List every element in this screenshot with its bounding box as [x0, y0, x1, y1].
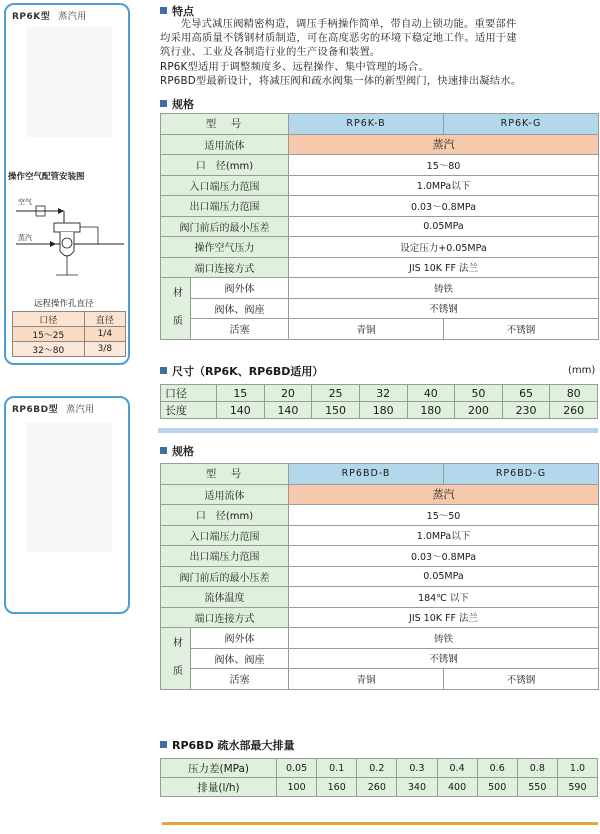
spec2-model-b: RP6BD-B [289, 464, 444, 485]
section-divider [158, 428, 598, 433]
spec1-material-label: 材 质 [161, 278, 191, 340]
spec1-model-b: RP6K-B [289, 114, 444, 135]
spec2-row-value: 0.03～0.8MPa [289, 546, 599, 567]
drain-cell: 0.05 [277, 759, 317, 778]
spec1-fluid-value: 蒸汽 [289, 134, 599, 155]
rp6bd-medium-label: 蒸汽用 [66, 405, 95, 415]
square-bullet-icon [160, 447, 167, 454]
table-row [161, 216, 599, 237]
spec2-model-g: RP6BD-G [444, 464, 599, 485]
spec1-model-label: 型 号 [161, 114, 289, 135]
table-row [161, 607, 599, 628]
rp6bd-product-card [4, 396, 130, 614]
spec2-heading-text: 规格 [172, 445, 194, 458]
dims-cell: 80 [550, 385, 598, 402]
table-row [161, 546, 599, 567]
table-row [161, 525, 599, 546]
drain-row-label: 压力差(MPa) [161, 759, 277, 778]
left-column [0, 0, 140, 834]
table-row [161, 385, 598, 402]
spec1-heading [160, 96, 194, 112]
dimensions-heading [160, 363, 323, 379]
dims-cell: 180 [407, 402, 455, 419]
remote-cell: 15～25 [13, 327, 85, 342]
table-row [161, 402, 598, 419]
remote-cell: 3/8 [84, 342, 125, 357]
table-row [161, 778, 598, 797]
features-line: RP6BD型最新设计，将减压阀和疏水阀集一体的新型阀门，快速排出凝结水。 [160, 74, 522, 87]
spec1-material-value: 青铜 [289, 319, 444, 340]
spec1-row-label: 阀门前后的最小压差 [161, 216, 289, 237]
table-row [161, 237, 599, 258]
spec2-fluid-value: 蒸汽 [289, 484, 599, 505]
drain-cell: 500 [477, 778, 517, 797]
spec1-material-row-label: 活塞 [191, 319, 289, 340]
dims-row-label: 口径 [161, 385, 217, 402]
drain-cell: 160 [317, 778, 357, 797]
table-row [161, 114, 599, 135]
spec1-row-label: 适用流体 [161, 134, 289, 155]
drain-cell: 100 [277, 778, 317, 797]
square-bullet-icon [160, 741, 167, 748]
spec1-material-row-label: 阀外体 [191, 278, 289, 299]
spec2-row-label: 出口端压力范围 [161, 546, 289, 567]
spec2-row-value: 0.05MPa [289, 566, 599, 587]
spec1-material-value: 不锈钢 [289, 298, 599, 319]
table-row [161, 257, 599, 278]
spec1-material-row-label: 阀体、阀座 [191, 298, 289, 319]
dims-cell: 140 [264, 402, 312, 419]
drain-capacity-table [160, 758, 598, 797]
table-row [161, 759, 598, 778]
diagram-air-label: 空气 [18, 198, 32, 206]
remote-port-table [12, 311, 126, 357]
spec1-material-value: 不锈钢 [444, 319, 599, 340]
spec1-row-label: 口 径(mm) [161, 155, 289, 176]
rp6bd-product-photo [26, 422, 112, 552]
table-row [161, 628, 599, 649]
spec2-material-value: 不锈钢 [444, 669, 599, 690]
rp6k-product-card [4, 3, 130, 365]
table-row [161, 155, 599, 176]
spec2-row-value: 184℃ 以下 [289, 587, 599, 608]
drain-cell: 0.4 [437, 759, 477, 778]
drain-cell: 590 [557, 778, 597, 797]
spec1-row-label: 端口连接方式 [161, 257, 289, 278]
spec2-material-row-label: 阀外体 [191, 628, 289, 649]
square-bullet-icon [160, 100, 167, 107]
dimensions-table [160, 384, 598, 419]
features-heading-text: 特点 [172, 5, 194, 18]
square-bullet-icon [160, 7, 167, 14]
spec1-row-value: 1.0MPa以下 [289, 175, 599, 196]
diagram-steam-label: 蒸汽 [18, 234, 32, 242]
rp6k-card-title [12, 9, 87, 22]
spec1-row-value: 0.05MPa [289, 216, 599, 237]
rp6bd-card-title [12, 402, 95, 415]
spec2-row-value: 15～50 [289, 505, 599, 526]
drain-heading-text: RP6BD 疏水部最大排量 [172, 739, 295, 752]
dims-cell: 65 [502, 385, 550, 402]
dims-cell: 140 [217, 402, 265, 419]
spec2-row-label: 流体温度 [161, 587, 289, 608]
remote-cell: 1/4 [84, 327, 125, 342]
spec1-row-value: 设定压力+0.05MPa [289, 237, 599, 258]
spec1-row-label: 操作空气压力 [161, 237, 289, 258]
dims-cell: 32 [359, 385, 407, 402]
drain-cell: 0.3 [397, 759, 437, 778]
features-text [160, 17, 596, 88]
features-line: 均采用高质量不锈钢材质制造，可在高度恶劣的环境下稳定地工作。适用于建 [160, 32, 517, 45]
features-line: 筑行业、工业及各制造行业的生产设备和装置。 [160, 46, 381, 59]
spec1-row-label: 出口端压力范围 [161, 196, 289, 217]
drain-cell: 400 [437, 778, 477, 797]
table-row [161, 566, 599, 587]
dims-cell: 150 [312, 402, 360, 419]
drain-cell: 1.0 [557, 759, 597, 778]
spec2-material-row-label: 活塞 [191, 669, 289, 690]
drain-cell: 0.6 [477, 759, 517, 778]
dims-cell: 230 [502, 402, 550, 419]
remote-header-diameter: 直径 [84, 312, 125, 327]
spec1-row-value: 15～80 [289, 155, 599, 176]
table-row [13, 327, 126, 342]
square-bullet-icon [160, 367, 167, 374]
table-row [161, 505, 599, 526]
remote-port-title: 远程操作孔直径 [34, 299, 94, 309]
table-row [161, 464, 599, 485]
spec2-row-label: 入口端压力范围 [161, 525, 289, 546]
table-row [161, 175, 599, 196]
table-row [161, 648, 599, 669]
dims-cell: 15 [217, 385, 265, 402]
remote-cell: 32～80 [13, 342, 85, 357]
spec2-row-label: 口 径(mm) [161, 505, 289, 526]
spec2-heading [160, 443, 194, 459]
drain-cell: 550 [517, 778, 557, 797]
drain-cell: 0.2 [357, 759, 397, 778]
drain-cell: 260 [357, 778, 397, 797]
table-row [13, 342, 126, 357]
table-row [161, 484, 599, 505]
spec2-row-value: JIS 10K FF 法兰 [289, 607, 599, 628]
spec1-table [160, 113, 599, 340]
table-row [161, 319, 599, 340]
rp6k-medium-label: 蒸汽用 [58, 12, 87, 22]
spec1-row-value: 0.03～0.8MPa [289, 196, 599, 217]
dims-row-label: 长度 [161, 402, 217, 419]
dims-cell: 260 [550, 402, 598, 419]
table-row [161, 134, 599, 155]
rp6k-product-photo [26, 27, 112, 137]
rp6bd-model-label: RP6BD型 [12, 405, 59, 415]
spec2-material-value: 铸铁 [289, 628, 599, 649]
dims-cell: 20 [264, 385, 312, 402]
spec2-material-value: 青铜 [289, 669, 444, 690]
spec2-row-value: 1.0MPa以下 [289, 525, 599, 546]
spec2-material-label: 材 质 [161, 628, 191, 690]
table-row [161, 669, 599, 690]
dims-cell: 40 [407, 385, 455, 402]
footer-divider [162, 822, 598, 825]
spec1-model-g: RP6K-G [444, 114, 599, 135]
features-line: RP6K型适用于调整频度多、远程操作、集中管理的场合。 [160, 60, 429, 73]
dims-cell: 200 [455, 402, 503, 419]
dimensions-heading-text: 尺寸（RP6K、RP6BD适用） [172, 365, 324, 378]
drain-cell: 340 [397, 778, 437, 797]
spec2-row-label: 适用流体 [161, 484, 289, 505]
spec2-model-label: 型 号 [161, 464, 289, 485]
table-row [161, 587, 599, 608]
drain-heading [160, 737, 295, 753]
drain-cell: 0.8 [517, 759, 557, 778]
spec1-row-value: JIS 10K FF 法兰 [289, 257, 599, 278]
air-piping-diagram-title: 操作空气配管安装图 [8, 172, 85, 182]
drain-row-label: 排量(l/h) [161, 778, 277, 797]
spec2-table [160, 463, 599, 690]
rp6k-model-label: RP6K型 [12, 12, 51, 22]
spec1-row-label: 入口端压力范围 [161, 175, 289, 196]
dims-cell: 180 [359, 402, 407, 419]
spec2-material-row-label: 阀体、阀座 [191, 648, 289, 669]
dims-cell: 25 [312, 385, 360, 402]
remote-header-bore: 口径 [13, 312, 85, 327]
spec1-heading-text: 规格 [172, 98, 194, 111]
drain-cell: 0.1 [317, 759, 357, 778]
dims-cell: 50 [455, 385, 503, 402]
spec1-material-value: 铸铁 [289, 278, 599, 299]
features-line: 先导式减压阀精密构造，调压手柄操作简单，带自动上锁功能。重要部件 [180, 18, 517, 30]
table-row [161, 196, 599, 217]
spec2-row-label: 端口连接方式 [161, 607, 289, 628]
spec2-row-label: 阀门前后的最小压差 [161, 566, 289, 587]
air-piping-diagram [14, 189, 126, 281]
dimensions-unit: (mm) [568, 365, 596, 376]
spec2-material-value: 不锈钢 [289, 648, 599, 669]
table-row [161, 278, 599, 299]
table-row [161, 298, 599, 319]
